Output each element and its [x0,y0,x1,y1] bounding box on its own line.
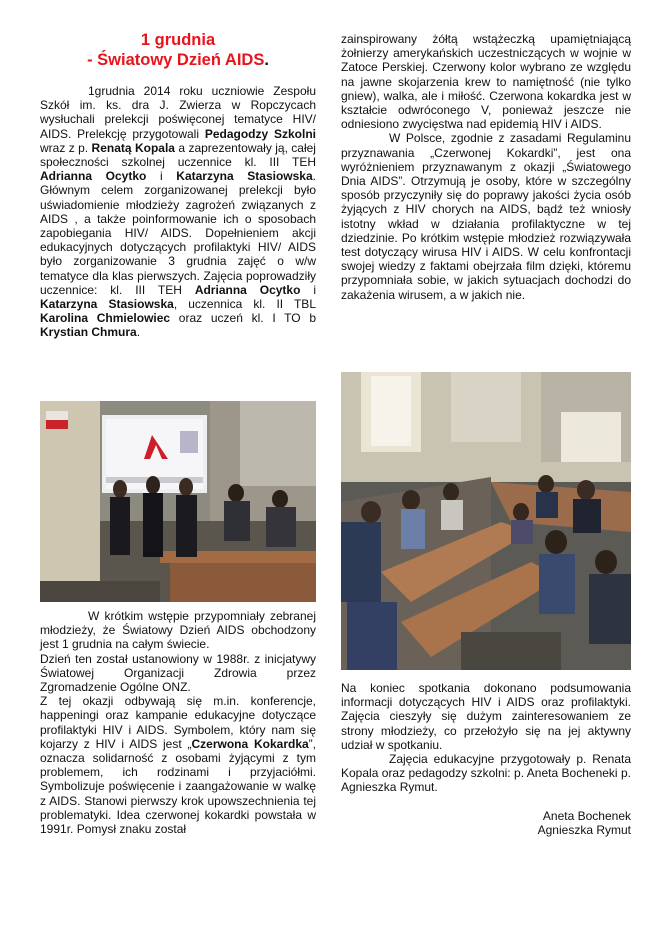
article-title [40,30,316,70]
history-paragraph-3: Z tej okazji odbywają się m.in. konferencje, happeningi oraz kampanie edukacyjne dotyczące profilaktyki HIV i AIDS. Symbolem, który nam się kojarzy z HIV i AIDS jest „Czerwona Kokardka”, oznacza solidarność z osobami żyjącymi z tym problemem, ich rodzinami i przyjaciółmi. Symbolizuje poświęcenie i zaangażowanie w walkę z AIDS. Stanowi pierwszy krok upowszechnienia tej problematyki. Idea czerwonej kokardki powstała w 1991r. Pomysł znaku został [40,694,317,837]
left-column-lower [40,609,316,836]
poland-paragraph: W Polsce, zgodnie z zasadami Regulaminu przyznawania „Czerwonej Kokardki”, jest ona wyróżnieniem przyznawanym z okazji „Światowego Dnia AIDS”. Otrzymują je osoby, które w szczególny sposób przyczyniły się do poprawy jakości życia osób żyjących z HIV chorych na AIDS, bądź też wniosły istotny wkład w działania profilaktyczne w tej dziedzinie. Po krótkim wstępie młodzież rozwiązywała test dotyczący wirusa HIV i AIDS. W celu konfrontacji swojej wiedzy z faktami obejrzała film dzięki, któremu przypomniała sobie, w jakich sytuacjach dochodzi do zakażenia wirusem, a w jakich nie. [341,131,631,302]
title-dot: . [264,51,269,69]
classroom-photo [341,372,631,670]
left-column [40,0,316,340]
presentation-photo [40,401,316,602]
ribbon-history-paragraph: zainspirowany żółtą wstążeczką upamiętniającą żołnierzy amerykańskich uczestniczących w wojnie w Zatoce Perskiej. Czerwony kolor wybrano ze względu na jawne skojarzenia krew to namiętność (nie tylko gniew), walka, ale i miłość. Czerwona kokardka jest w kształcie odwróconego V, ponieważ jeszcze nie odniesiono zwycięstwa nad epidemią HIV i AIDS. [341,32,631,132]
right-column [341,32,631,302]
history-paragraph-1: W krótkim wstępie przypomniały zebranej młodzieży, że Światowy Dzień AIDS obchodzony jest 1 grudnia na całym świecie. [40,609,316,652]
signature-2: Agnieszka Rymut [537,822,631,837]
summary-paragraph: Na koniec spotkania dokonano podsumowania informacji dotyczących HIV i AIDS oraz profilaktyki. Zajęcia cieszyły się dużym zainteresowaniem ze strony młodzieży, co przełożyło się na jej aktywny udział w spotkaniu. [341,681,631,752]
title-line-1: 1 grudnia [140,31,216,49]
right-column-lower [341,681,631,837]
signature-1: Aneta Bochenek [542,808,631,823]
title-line-2: - Światowy Dzień AIDS [87,51,265,69]
intro-paragraph: 1grudnia 2014 roku uczniowie Zespołu Szkół im. ks. dra J. Zwierza w Ropczycach wysłuchali prelekcji poświęconej tematyce HIV/ AIDS. Prelekcję przygotowali Pedagodzy Szkolni wraz z p. Renatą Kopala a zaprezentowały ją, całej społeczności szkolnej uczennice kl. III TEH Adrianna Ocytko i Katarzyna Stasiowska. Głównym celem zorganizowanej prelekcji było uświadomienie młodzieży zagrożeń związanych z AIDS , a także poinformowanie ich o sposobach zapobiegania HIV/ AIDS. Dopełnieniem akcji edukacyjnych dotyczących profilaktyki HIV/ AIDS było zorganizowanie 3 grudnia zajęć o w/w tematyce dla klas pierwszych. Zajęcia poprowadziły uczennice: kl. III TEH Adrianna Ocytko i Katarzyna Stasiowska, uczennica kl. II TBL Karolina Chmielowiec oraz uczeń kl. I TO b Krystian Chmura. [40,84,317,340]
closing-paragraph: Zajęcia edukacyjne przygotowały p. Renata Kopala oraz pedagodzy szkolni: p. Aneta Bocheneki p. Agnieszka Rymut. [341,752,631,795]
history-paragraph-2: Dzień ten został ustanowiony w 1988r. z inicjatywy Światowej Organizacji Zdrowia przez Zgromadzenie Ogólne ONZ. [40,651,316,695]
